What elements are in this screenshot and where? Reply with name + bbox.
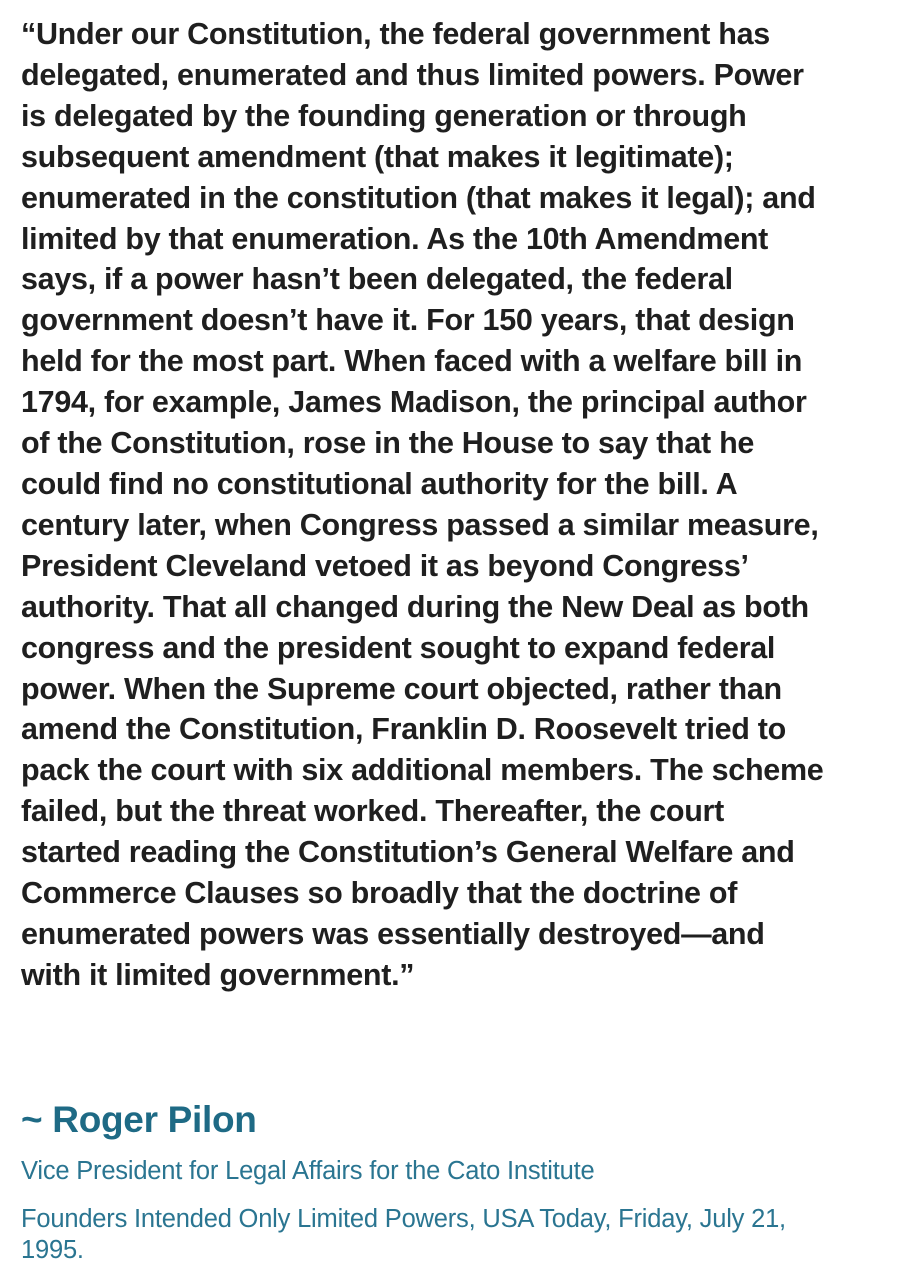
quote-line: congress and the president sought to expand federal — [21, 630, 776, 665]
quote-text — [21, 14, 901, 996]
quote-line: power. When the Supreme court objected, rather than — [21, 671, 782, 706]
quote-line: limited by that enumeration. As the 10th Amendment — [21, 221, 769, 256]
quote-line: 1794, for example, James Madison, the principal author — [21, 385, 807, 420]
author-title: Vice President for Legal Affairs for the Cato Institute — [21, 1157, 595, 1185]
quote-line: failed, but the threat worked. Thereafter, the court — [21, 794, 724, 829]
author-name: ~ Roger Pilon — [21, 1099, 257, 1140]
quote-line: pack the court with six additional members. The scheme — [21, 753, 824, 788]
quote-line: is delegated by the founding generation or through — [21, 98, 747, 133]
quote-line: with it limited government.” — [21, 957, 415, 992]
source-citation-line: Founders Intended Only Limited Powers, USA Today, Friday, July 21, — [21, 1205, 786, 1233]
quote-line: enumerated powers was essentially destroyed—and — [21, 916, 765, 951]
quote-line: started reading the Constitution’s General Welfare and — [21, 835, 795, 870]
quote-line: Commerce Clauses so broadly that the doctrine of — [21, 876, 738, 911]
source-citation-line: 1995. — [21, 1236, 84, 1264]
quote-line: government doesn’t have it. For 150 years, that design — [21, 303, 795, 338]
quote-line: says, if a power hasn’t been delegated, the federal — [21, 262, 733, 297]
quote-line: enumerated in the constitution (that makes it legal); and — [21, 180, 816, 215]
quote-line: could find no constitutional authority for the bill. A — [21, 466, 738, 501]
quote-line: “Under our Constitution, the federal government has — [21, 17, 770, 51]
quote-line: authority. That all changed during the New Deal as both — [21, 589, 809, 624]
source-citation — [21, 1204, 901, 1266]
quote-line: century later, when Congress passed a similar measure, — [21, 507, 819, 542]
quote-line: amend the Constitution, Franklin D. Roosevelt tried to — [21, 712, 786, 747]
quote-line: of the Constitution, rose in the House to say that he — [21, 426, 755, 461]
quote-line: subsequent amendment (that makes it legitimate); — [21, 139, 734, 174]
attribution — [21, 1096, 901, 1266]
quote-line: held for the most part. When faced with a welfare bill in — [21, 344, 803, 379]
quote-line: President Cleveland vetoed it as beyond Congress’ — [21, 548, 749, 583]
quote-line: delegated, enumerated and thus limited powers. Power — [21, 57, 804, 92]
